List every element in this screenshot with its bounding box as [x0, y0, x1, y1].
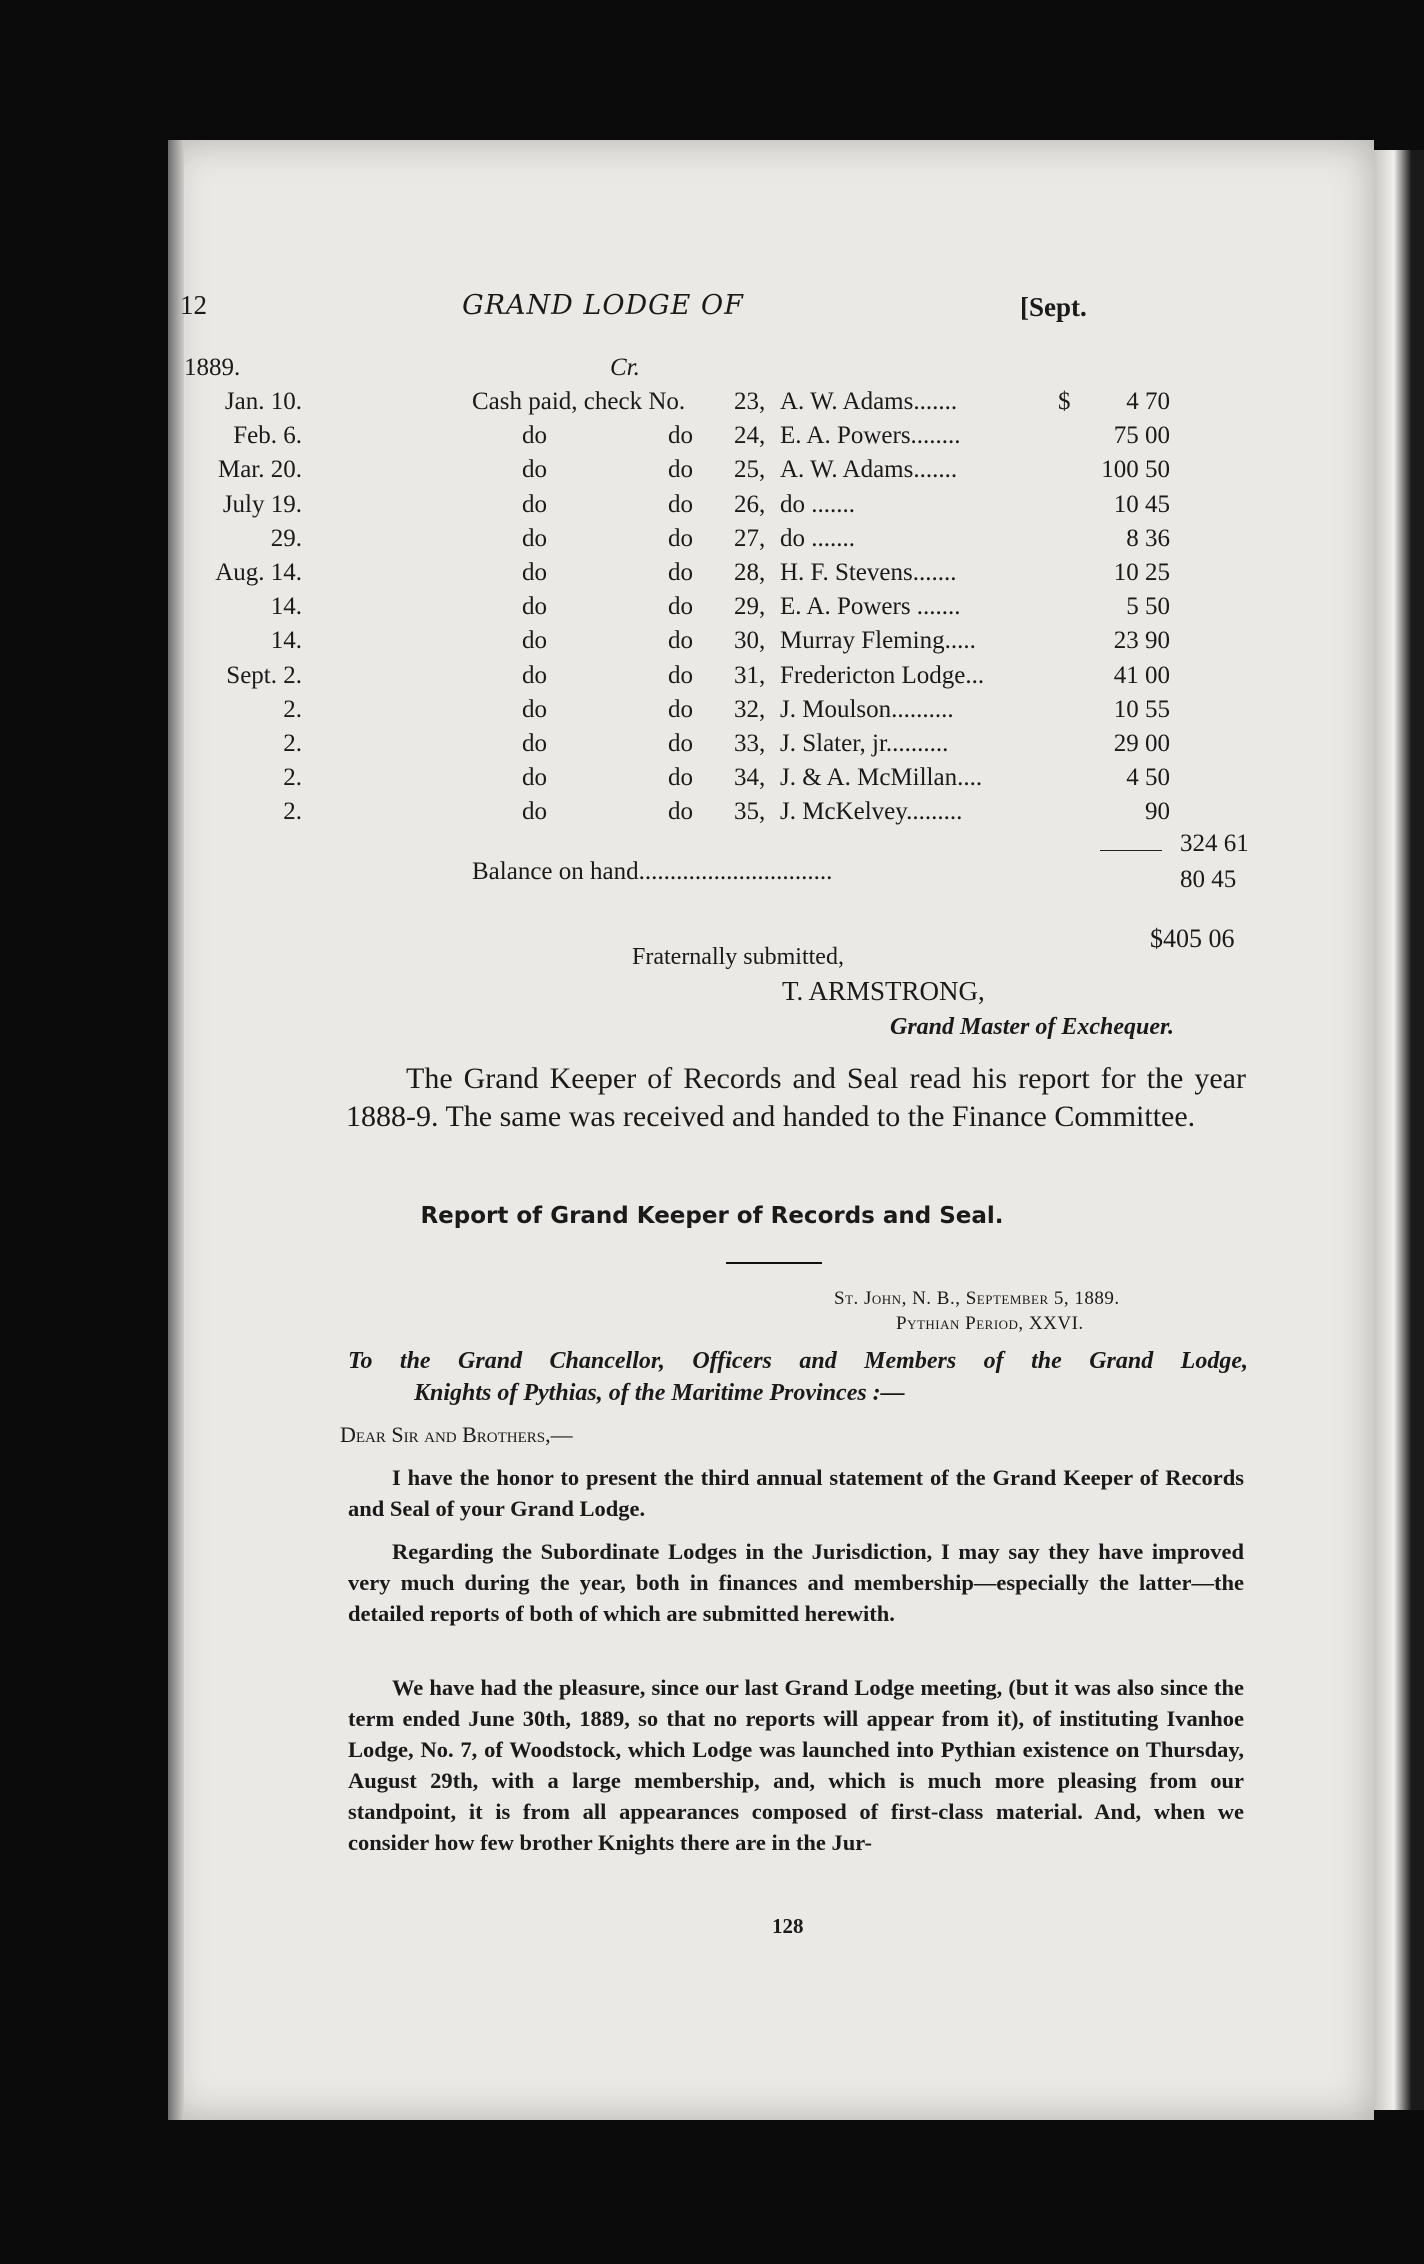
ledger-date: Mar. 20.: [217, 456, 302, 484]
ledger-ditto: do: [522, 422, 547, 450]
ledger-row: [0, 422, 1424, 456]
addressee-line-2: Knights of Pythias, of the Maritime Provinces :—: [414, 1380, 905, 1406]
ledger-total: $405 06: [1150, 924, 1235, 953]
ledger-row: [0, 388, 1424, 422]
ledger-date: Jan. 10.: [224, 388, 302, 415]
ledger-date: 2.: [283, 695, 302, 723]
payee: A. W. Adams.......: [780, 456, 958, 484]
ledger-ditto: do: [522, 490, 547, 518]
ledger-date: 29.: [270, 524, 302, 552]
ledger-ditto: do: [522, 627, 547, 655]
payee: do .......: [780, 524, 855, 552]
amount: 23 90: [1113, 627, 1170, 655]
amount: 5 50: [1126, 593, 1170, 621]
ledger-ditto: do: [522, 559, 547, 586]
ledger-ditto: do: [668, 490, 693, 518]
signer-title: Grand Master of Exchequer.: [890, 1014, 1175, 1040]
balance-amount: 80 45: [1180, 866, 1237, 893]
check-number: 26,: [734, 490, 766, 518]
ledger-row: [0, 696, 1424, 730]
payee: do .......: [780, 490, 855, 518]
payee: J. & A. McMillan....: [780, 764, 983, 792]
report-paragraph-1: I have the honor to present the third annual statement of the Grand Keeper of Records and Seal of your Grand Lodge.: [348, 1465, 1244, 1521]
amount: 10 45: [1113, 490, 1170, 518]
report-paragraph-2: Regarding the Subordinate Lodges in the Jurisdiction, I may say they have improved very much during the year, both in finances and membership—especially the latter—the detailed reports of both of which are submitted herewith.: [348, 1539, 1244, 1626]
ledger-ditto: do: [522, 695, 547, 723]
ledger-ditto: do: [668, 798, 693, 826]
ledger-subtotal: 324 61: [1180, 830, 1249, 857]
payee: J. Moulson..........: [780, 695, 954, 723]
check-number: 33,: [734, 730, 766, 757]
amount: 4 70: [1126, 388, 1170, 415]
ledger-year: 1889.: [184, 354, 241, 381]
check-number: 24,: [734, 422, 766, 450]
amount: 8 36: [1126, 524, 1170, 552]
heading-rule: [726, 1262, 822, 1264]
amount: 41 00: [1113, 661, 1170, 689]
pythian-period: Pythian Period, XXVI.: [896, 1313, 1084, 1334]
ledger-date: 14.: [270, 593, 302, 621]
amount: 90: [1145, 798, 1170, 826]
balance-label: Balance on hand...............................: [472, 858, 833, 885]
ledger-row: [0, 798, 1424, 832]
ledger-ditto: do: [522, 798, 547, 826]
check-number: 29,: [734, 593, 766, 621]
ledger-ditto: do: [522, 764, 547, 792]
dollar-sign: $: [1058, 388, 1071, 415]
check-number: 23,: [734, 388, 766, 415]
running-head-month: [Sept.: [1020, 292, 1087, 322]
payee: H. F. Stevens.......: [780, 559, 957, 586]
payee: J. McKelvey.........: [780, 798, 963, 826]
ledger-ditto: do: [522, 456, 547, 484]
ledger-ditto: do: [668, 661, 693, 689]
ledger-row: [0, 456, 1424, 490]
ledger-date: Aug. 14.: [215, 559, 302, 586]
check-number: 28,: [734, 559, 766, 586]
amount: 29 00: [1113, 730, 1170, 757]
ledger-ditto: do: [668, 695, 693, 723]
ledger-ditto: do: [668, 627, 693, 655]
ledger-row: [0, 559, 1424, 593]
ledger-ditto: do: [522, 593, 547, 621]
ledger-ditto: do: [522, 524, 547, 552]
running-head: [0, 290, 1424, 330]
payee: J. Slater, jr..........: [780, 730, 949, 757]
ledger-date: 2.: [283, 730, 302, 757]
check-number: 34,: [734, 764, 766, 792]
ledger-ditto: do: [668, 593, 693, 621]
report-dateline: St. John, N. B., September 5, 1889.: [834, 1288, 1120, 1309]
intro-paragraph: The Grand Keeper of Records and Seal read his report for the year 1888-9. The same was received and handed to the Finance Committee.: [346, 1062, 1246, 1133]
subtotal-rule: [1100, 850, 1162, 851]
ledger-date: Sept. 2.: [226, 661, 302, 689]
amount: 10 55: [1113, 695, 1170, 723]
ledger-description: Cash paid, check No.: [472, 388, 686, 415]
folio-number: 12: [180, 290, 207, 320]
ledger-ditto: do: [522, 661, 547, 689]
ledger-ditto: do: [668, 524, 693, 552]
report-paragraph-3: We have had the pleasure, since our last Grand Lodge meeting, (but it was also since the term ended June 30th, 1889, so that no reports will appear from it), of instituting Ivanhoe Lodge, No. 7, of Woodstock, which Lodge was launched into Pythian existence on Thursday, August 29th, with a large membership, and, which is much more pleasing from our standpoint, it is from all appearances composed of first-class material. And, when we consider how few brother Knights there are in the Jur-: [348, 1675, 1244, 1855]
payee: Fredericton Lodge...: [780, 661, 985, 689]
payee: E. A. Powers .......: [780, 593, 961, 621]
ledger-credit-label: Cr.: [610, 354, 640, 381]
page-number: 128: [772, 1914, 804, 1938]
ledger-row: [0, 730, 1424, 764]
signer-name: T. ARMSTRONG,: [782, 976, 985, 1006]
payee: E. A. Powers........: [780, 422, 961, 450]
ledger-ditto: do: [668, 422, 693, 450]
check-number: 35,: [734, 798, 766, 826]
ledger-ditto: do: [668, 764, 693, 792]
ledger-row: [0, 593, 1424, 627]
ledger-date: July 19.: [222, 490, 302, 518]
payee: A. W. Adams.......: [780, 388, 958, 415]
payee: Murray Fleming.....: [780, 627, 976, 655]
check-number: 27,: [734, 524, 766, 552]
ledger-ditto: do: [668, 559, 693, 586]
check-number: 32,: [734, 695, 766, 723]
ledger-row: [0, 491, 1424, 525]
ledger-row: [0, 627, 1424, 661]
ledger-ditto: do: [522, 730, 547, 757]
ledger-row: [0, 662, 1424, 696]
closing-line: Fraternally submitted,: [632, 944, 844, 970]
ledger-ditto: do: [668, 730, 693, 757]
salutation: Dear Sir and Brothers,—: [340, 1422, 573, 1447]
ledger-date: 2.: [283, 764, 302, 792]
report-heading: Report of Grand Keeper of Records and Seal.: [420, 1203, 1004, 1229]
ledger-row: [0, 525, 1424, 559]
amount: 100 50: [1101, 456, 1170, 484]
amount: 10 25: [1113, 559, 1170, 586]
ledger-date: 2.: [283, 798, 302, 826]
ledger-ditto: do: [668, 456, 693, 484]
check-number: 31,: [734, 661, 766, 689]
ledger-row: [0, 764, 1424, 798]
running-title: GRAND LODGE OF: [462, 290, 744, 321]
check-number: 30,: [734, 627, 766, 655]
amount: 4 50: [1126, 764, 1170, 792]
ledger-date: Feb. 6.: [233, 422, 302, 450]
amount: 75 00: [1113, 422, 1170, 450]
check-number: 25,: [734, 456, 766, 484]
addressee-line-1: To the Grand Chancellor, Officers and Members of the Grand Lodge,: [348, 1348, 1248, 1374]
ledger-date: 14.: [270, 627, 302, 655]
